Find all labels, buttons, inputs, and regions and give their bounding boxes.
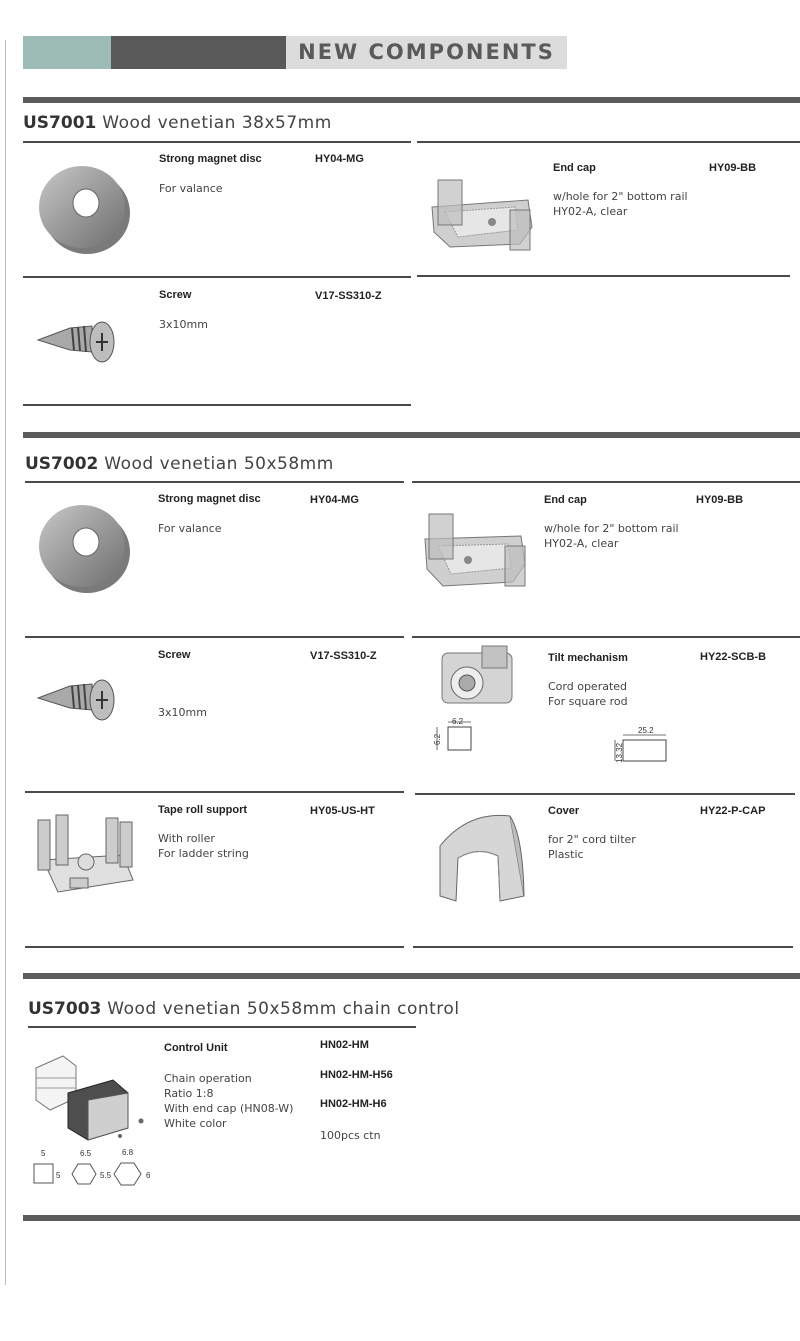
row-rule [25, 946, 404, 948]
product-desc: 3x10mm [159, 318, 208, 331]
product-name: Strong magnet disc [158, 493, 261, 505]
row-rule [25, 481, 404, 483]
row-rule [23, 404, 411, 406]
tape-roll-support-icon [28, 800, 148, 914]
product-code: V17-SS310-Z [315, 290, 382, 302]
section-divider [23, 973, 800, 979]
dim-label: 6.2 [433, 733, 442, 745]
section-name: Wood venetian 38x57mm [102, 113, 332, 133]
dim-label: 6.8 [122, 1148, 134, 1157]
product-code: HY09-BB [709, 162, 757, 174]
row-rule [417, 275, 790, 277]
product-name: Cover [548, 805, 580, 817]
row-rule [28, 1026, 416, 1028]
product-code: HY22-SCB-B [700, 651, 767, 663]
row-rule [412, 636, 800, 638]
section-divider [23, 1215, 800, 1221]
product-desc: Chain operation Ratio 1:8 With end cap (HN08-W) White color [164, 1072, 294, 1130]
product-name: End cap [544, 494, 587, 506]
row-rule [23, 141, 411, 143]
magnet-disc-icon [35, 497, 135, 599]
page-title: NEW COMPONENTS [298, 40, 555, 64]
square-rod-diagram [606, 725, 676, 774]
product-name: End cap [553, 162, 596, 174]
section-title [23, 113, 332, 133]
product-desc: For valance [158, 522, 222, 535]
row-rule [413, 946, 793, 948]
end-cap-icon [420, 152, 545, 271]
row-rule [25, 636, 404, 638]
product-code: HY05-US-HT [310, 805, 375, 817]
product-desc: for 2" cord tilter Plastic [548, 833, 636, 861]
dim-label: 6.5 [80, 1149, 92, 1158]
dim-label: 5 [56, 1171, 61, 1180]
left-margin-line [5, 40, 6, 1285]
banner-teal-block [23, 36, 111, 69]
product-name: Control Unit [164, 1042, 228, 1054]
product-name: Screw [158, 649, 191, 661]
dim-label: 5 [41, 1149, 46, 1158]
tilt-mechanism-icon [422, 641, 532, 775]
packaging-note: 100pcs ctn [320, 1129, 381, 1142]
row-rule [412, 481, 800, 483]
row-rule [25, 791, 404, 793]
section-code: US7001 [23, 113, 97, 133]
product-name: Screw [159, 289, 192, 301]
product-desc: w/hole for 2" bottom rail HY02-A, clear [553, 190, 688, 218]
section-code: US7002 [25, 454, 99, 474]
screw-icon [30, 300, 130, 394]
section-title [28, 999, 460, 1019]
product-desc: With roller For ladder string [158, 832, 249, 860]
product-code: HY22-P-CAP [700, 805, 766, 817]
product-desc: Cord operated For square rod [548, 680, 628, 708]
banner-dark-block [111, 36, 286, 69]
section-name: Wood venetian 50x58mm chain control [107, 999, 460, 1019]
product-code: HY04-MG [315, 153, 364, 165]
control-unit-icon [28, 1038, 163, 1197]
product-code: HN02-HM-H56 [320, 1069, 393, 1081]
section-code: US7003 [28, 999, 102, 1019]
dim-label: 5.5 [100, 1171, 112, 1180]
section-divider [23, 432, 800, 438]
cover-icon [428, 806, 538, 915]
product-code: HY04-MG [310, 494, 359, 506]
row-rule [417, 141, 800, 143]
end-cap-icon [413, 494, 538, 613]
row-rule [415, 793, 795, 795]
product-desc: 3x10mm [158, 706, 207, 719]
product-code: HN02-HM [320, 1039, 369, 1051]
section-name: Wood venetian 50x58mm [104, 454, 334, 474]
dim-label: 25.2 [638, 726, 654, 735]
product-name: Tilt mechanism [548, 652, 628, 664]
screw-icon [30, 650, 130, 754]
product-name: Strong magnet disc [159, 153, 262, 165]
section-title [25, 454, 334, 474]
magnet-disc-icon [35, 158, 135, 260]
product-code: HN02-HM-H6 [320, 1098, 387, 1110]
product-code: V17-SS310-Z [310, 650, 377, 662]
product-desc: w/hole for 2" bottom rail HY02-A, clear [544, 522, 679, 550]
product-desc: For valance [159, 182, 223, 195]
dim-label: 6.2 [452, 717, 464, 726]
product-name: Tape roll support [158, 804, 248, 816]
section-divider [23, 97, 800, 103]
dim-label: 6 [146, 1171, 151, 1180]
dim-label: 13.32 [615, 742, 624, 763]
product-code: HY09-BB [696, 494, 744, 506]
row-rule [23, 276, 411, 278]
